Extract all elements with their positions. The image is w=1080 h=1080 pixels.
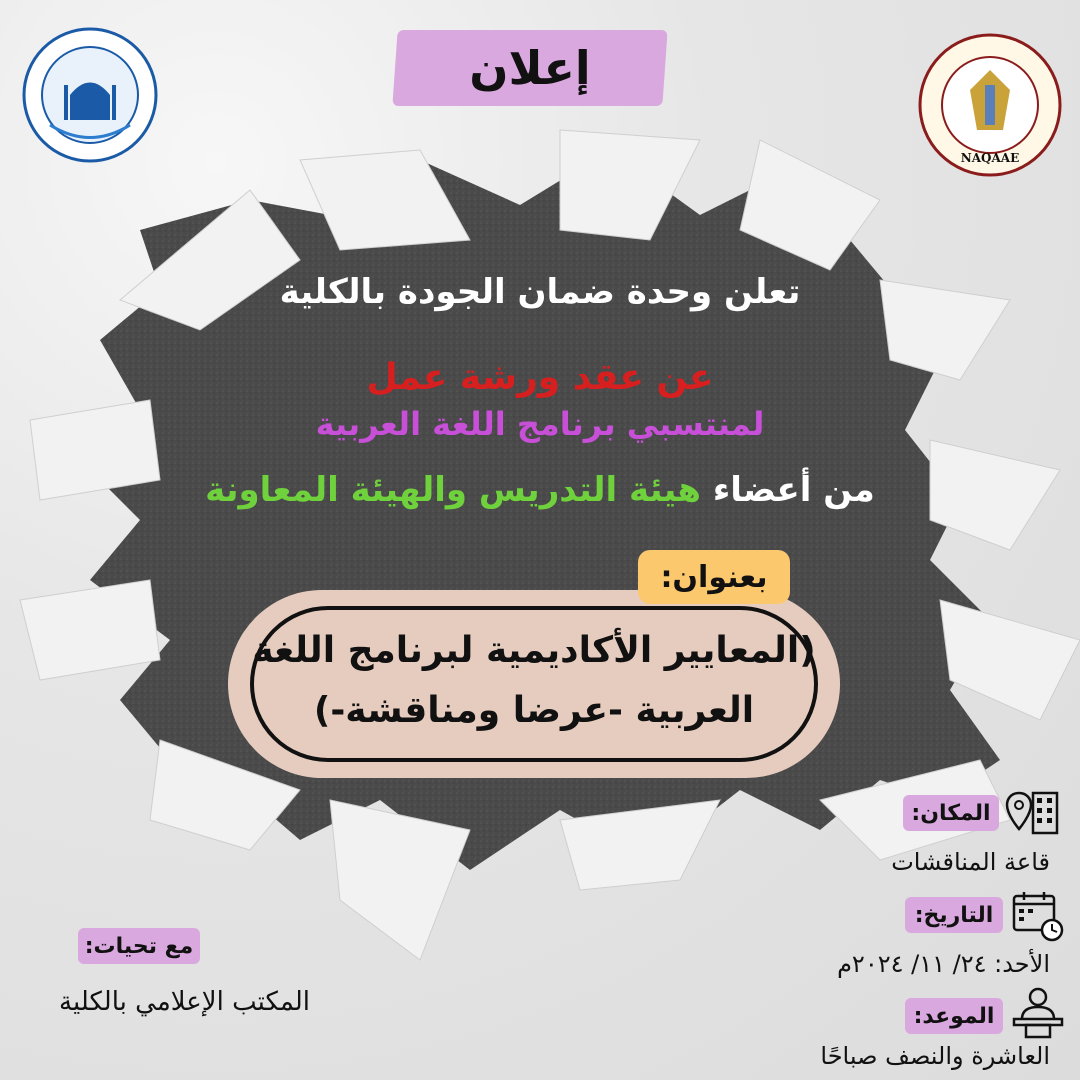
page-title: إعلان	[469, 41, 591, 95]
date-value: الأحد: ٢٤/ ١١/ ٢٠٢٤م	[837, 950, 1050, 978]
topic-label: بعنوان:	[638, 550, 790, 604]
naqaae-logo-icon	[915, 30, 1065, 180]
announce-line-2: عن عقد ورشة عمل	[366, 357, 714, 398]
naqaae-abbr: NAQAAE	[960, 151, 1020, 165]
announce-line-4	[0, 470, 1080, 510]
place-label: المكان:	[903, 795, 999, 831]
regards-value: المكتب الإعلامي بالكلية	[59, 987, 310, 1017]
building-location-icon	[1005, 785, 1061, 841]
announce-line-4-highlight: هيئة التدريس والهيئة المعاونة	[205, 470, 701, 510]
topic-line-2: العربية -عرضا ومناقشة-)	[313, 690, 755, 731]
place-value: قاعة المناقشات	[891, 848, 1050, 876]
announce-line-4-prefix: من أعضاء	[701, 470, 875, 510]
calendar-clock-icon	[1010, 888, 1066, 944]
announce-line-3: لمنتسبي برنامج اللغة العربية	[315, 405, 765, 443]
al-azhar-logo-icon	[20, 25, 160, 165]
time-value: العاشرة والنصف صباحًا	[820, 1042, 1050, 1070]
time-label: الموعد:	[905, 998, 1003, 1034]
regards-label: مع تحيات:	[78, 928, 200, 964]
date-label: التاريخ:	[905, 897, 1003, 933]
speaker-podium-icon	[1010, 985, 1066, 1041]
topic-line-1: (المعايير الأكاديمية لبرنامج اللغة	[252, 630, 816, 671]
announce-line-1: تعلن وحدة ضمان الجودة بالكلية	[279, 272, 801, 312]
